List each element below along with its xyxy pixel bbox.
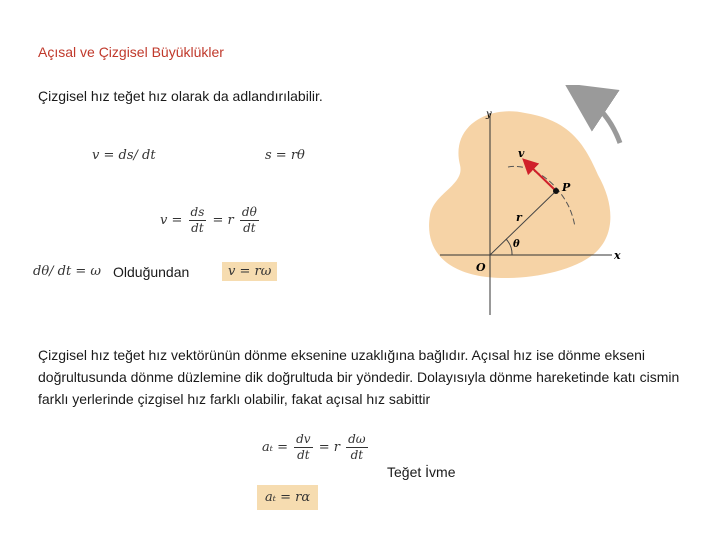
fraction: $\frac{ds}{dt}$ [190, 205, 205, 235]
velocity-label: v [518, 147, 525, 160]
eq-v-omega: v = rω [222, 262, 277, 281]
radius-label: r [516, 211, 522, 224]
fraction: $\frac{d\theta}{dt}$ [241, 205, 257, 235]
eq-s-def: s = rθ [265, 148, 305, 163]
eq-at-relation: aₜ = $\frac{dv}{dt}$ = r $\frac{d\omega}{dt}$ [262, 432, 366, 462]
eq-v-relation: v = $\frac{ds}{dt}$ = r $\frac{d\theta}{dt}$ [160, 205, 257, 235]
page-title: Açısal ve Çizgisel Büyüklükler [38, 44, 224, 60]
fraction: $\frac{d\omega}{dt}$ [348, 432, 366, 462]
eq-v-def: v = ds/ dt [92, 148, 156, 163]
rotation-arrow [585, 97, 620, 143]
intro-text: Çizgisel hız teğet hız olarak da adlandırılabilir. [38, 88, 323, 104]
eq-at-alpha: aₜ = rα [257, 485, 318, 510]
origin-label: O [476, 261, 486, 274]
since-label: Olduğundan [113, 264, 190, 280]
tangent-accel-label: Teğet İvme [387, 464, 456, 480]
fraction: $\frac{dv}{dt}$ [296, 432, 311, 462]
x-axis-label: x [614, 249, 621, 262]
point-p-marker [553, 188, 559, 194]
angle-label: θ [513, 239, 520, 250]
explanation-paragraph: Çizgisel hız teğet hız vektörünün dönme eksenine uzaklığına bağlıdır. Açısal hız ise dönme ekseni doğrultusunda dönme düzlemine dik doğrultuda bir yöndedir. Dolayısıyla dönme hareketinde katı cismin farklı yerlerinde çizgisel hız farklı olabilir, fakat açısal hız sabittir [38, 347, 680, 407]
rotation-diagram [420, 85, 630, 320]
rigid-body-shape [429, 111, 610, 278]
eq-omega-def: dθ/ dt = ω [33, 264, 101, 279]
y-axis-label: y [486, 109, 492, 120]
point-p-label: P [562, 181, 571, 194]
